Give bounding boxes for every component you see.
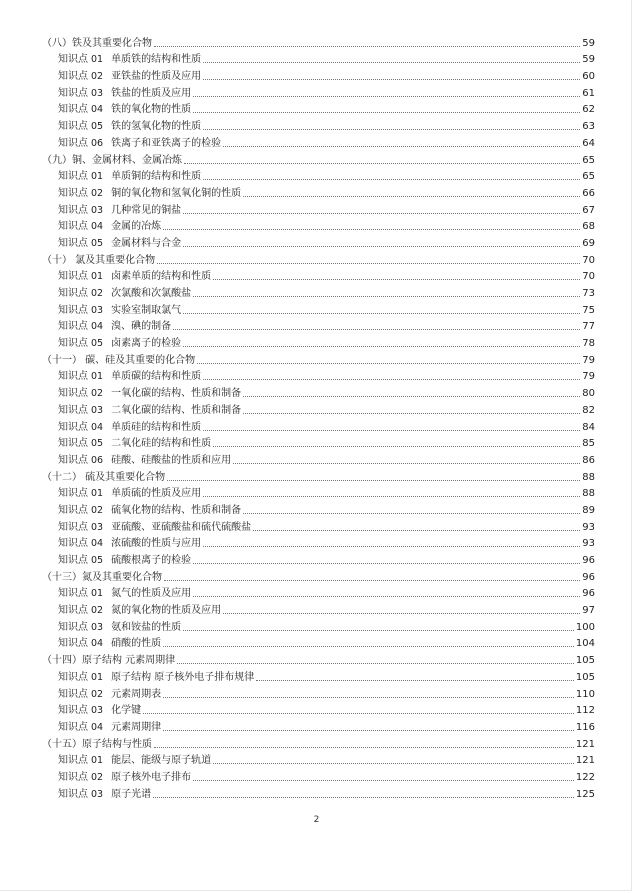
toc-prefix: 知识点 [58, 755, 88, 767]
toc-page-number: 64 [582, 137, 595, 149]
toc-prefix: 知识点 [58, 237, 88, 249]
toc-prefix: 知识点 [58, 171, 88, 183]
toc-subentry[interactable] [42, 217, 595, 234]
toc-prefix: 知识点 [58, 87, 88, 99]
toc-prefix: 知识点 [58, 705, 88, 717]
toc-title: 次氯酸和次氯酸盐 [111, 288, 192, 299]
toc-prefix: 知识点 [58, 454, 88, 466]
toc-subentry[interactable] [42, 434, 595, 451]
toc-page-number: 97 [582, 605, 595, 617]
toc-title: 硫酸根离子的检验 [111, 555, 192, 566]
toc-subentry[interactable] [42, 617, 595, 634]
toc-page-number: 125 [575, 788, 595, 800]
toc-prefix: 知识点 [58, 187, 88, 199]
toc-prefix: 知识点 [58, 771, 88, 783]
toc-page-number: 80 [582, 388, 595, 400]
toc-subentry[interactable] [42, 634, 595, 651]
toc-page-number: 96 [582, 588, 595, 600]
toc-code: 03 [91, 404, 104, 416]
dot-leader [203, 496, 580, 497]
toc-page-number: 96 [582, 571, 595, 583]
toc-prefix: 知识点 [58, 137, 88, 149]
toc-subentry[interactable] [42, 784, 595, 801]
toc-section[interactable] [42, 250, 595, 267]
toc-subentry[interactable] [42, 367, 595, 384]
toc-subentry[interactable] [42, 233, 595, 250]
toc-code: 01 [91, 54, 104, 66]
toc-section[interactable] [42, 650, 595, 667]
toc-page-number: 65 [582, 154, 595, 166]
toc-prefix: 知识点 [58, 204, 88, 216]
dot-leader [203, 546, 580, 547]
toc-prefix: 知识点 [58, 404, 88, 416]
toc-code: 04 [91, 421, 104, 433]
dot-leader [173, 329, 580, 330]
toc-title: （十） 氯及其重要化合物 [42, 254, 156, 266]
toc-page-number: 96 [582, 555, 595, 566]
toc-subentry[interactable] [42, 283, 595, 300]
toc-title: 一氧化碳的结构、性质和制备 [111, 388, 242, 400]
dot-leader [243, 513, 580, 514]
dot-leader [203, 79, 580, 80]
dot-leader [157, 263, 580, 264]
page-number: 2 [313, 815, 320, 825]
dot-leader [223, 146, 580, 147]
toc-title: 硝酸的性质 [111, 638, 162, 650]
toc-title: 铁的氧化物的性质 [111, 104, 192, 116]
dot-leader [203, 129, 580, 130]
toc-code: 04 [91, 321, 104, 333]
toc-code: 01 [91, 171, 104, 183]
dot-leader [253, 530, 580, 531]
toc-title: 单质铁的结构和性质 [111, 54, 202, 66]
toc-code: 02 [91, 71, 104, 83]
toc-page-number: 100 [575, 621, 595, 633]
toc-subentry[interactable] [42, 100, 595, 117]
toc-prefix: 知识点 [58, 538, 88, 550]
toc-page-number: 79 [582, 354, 595, 366]
toc-code: 06 [91, 454, 104, 466]
toc-prefix: 知识点 [58, 588, 88, 600]
toc-title: 硫氧化物的结构、性质和制备 [111, 504, 242, 516]
dot-leader [213, 279, 580, 280]
toc-subentry[interactable] [42, 383, 595, 400]
toc-prefix: 知识点 [58, 304, 88, 316]
toc-title: 金属材料与合金 [111, 237, 182, 249]
toc-page-number: 77 [582, 321, 595, 333]
toc-subentry[interactable] [42, 717, 595, 734]
toc-section[interactable] [42, 150, 595, 167]
toc-page-number: 66 [582, 187, 595, 199]
dot-leader [177, 663, 574, 664]
toc-subentry[interactable] [42, 116, 595, 133]
dot-leader [163, 697, 574, 698]
toc-section[interactable] [42, 467, 595, 484]
dot-leader [203, 430, 580, 431]
toc-title: 二氧化碳的结构、性质和制备 [111, 404, 242, 416]
toc-page-number: 122 [575, 771, 595, 783]
toc-title: 元素周期表 [111, 688, 162, 700]
dot-leader [193, 563, 580, 564]
toc-code: 05 [91, 555, 104, 566]
toc-title: 卤素离子的检验 [111, 338, 182, 350]
toc-title: 亚铁盐的性质及应用 [111, 71, 202, 83]
toc-code: 03 [91, 788, 104, 800]
toc-subentry[interactable] [42, 417, 595, 434]
toc-prefix: 知识点 [58, 104, 88, 116]
toc-subentry[interactable] [42, 684, 595, 701]
dot-leader [243, 196, 580, 197]
toc-subentry[interactable] [42, 183, 595, 200]
toc-prefix: 知识点 [58, 788, 88, 800]
toc-prefix: 知识点 [58, 221, 88, 233]
toc-code: 03 [91, 621, 104, 633]
dot-leader [203, 179, 580, 180]
toc-prefix: 知识点 [58, 271, 88, 283]
dot-leader [256, 680, 574, 681]
toc-subentry[interactable] [42, 317, 595, 334]
toc-prefix: 知识点 [58, 721, 88, 733]
toc-code: 04 [91, 721, 104, 733]
toc-code: 01 [91, 488, 104, 500]
toc-subentry[interactable] [42, 550, 595, 567]
toc-code: 02 [91, 288, 104, 299]
toc-code: 02 [91, 605, 104, 617]
dot-leader [183, 313, 580, 314]
toc-title: （十一） 碳、硅及其重要的化合物 [42, 354, 196, 366]
toc-prefix: 知识点 [58, 371, 88, 383]
toc-code: 02 [91, 388, 104, 400]
toc-code: 05 [91, 121, 104, 133]
toc-page-number: 121 [575, 755, 595, 767]
table-of-contents [42, 33, 595, 801]
toc-title: 铜的氧化物和氢氧化铜的性质 [111, 187, 242, 199]
dot-leader [153, 797, 574, 798]
dot-leader [193, 112, 580, 113]
toc-page-number: 121 [575, 738, 595, 750]
toc-page-number: 68 [582, 221, 595, 233]
toc-page-number: 88 [582, 488, 595, 500]
toc-title: 铁的氢氧化物的性质 [111, 121, 202, 133]
toc-subentry[interactable] [42, 66, 595, 83]
toc-code: 04 [91, 104, 104, 116]
toc-code: 03 [91, 204, 104, 216]
toc-subentry[interactable] [42, 500, 595, 517]
toc-prefix: 知识点 [58, 438, 88, 450]
toc-code: 02 [91, 504, 104, 516]
toc-page-number: 78 [582, 338, 595, 350]
toc-code: 05 [91, 237, 104, 249]
toc-subentry[interactable] [42, 534, 595, 551]
toc-page-number: 85 [582, 438, 595, 450]
toc-title: 实验室制取氯气 [111, 304, 182, 316]
dot-leader [167, 480, 580, 481]
toc-prefix: 知识点 [58, 488, 88, 500]
toc-code: 02 [91, 688, 104, 700]
dot-leader [203, 379, 580, 380]
toc-title: 原子结构 原子核外电子排布规律 [111, 671, 255, 683]
toc-title: （十二） 硫及其重要化合物 [42, 471, 166, 483]
dot-leader [154, 747, 574, 748]
dot-leader [184, 163, 580, 164]
dot-leader [154, 46, 580, 47]
toc-subentry[interactable] [42, 400, 595, 417]
toc-prefix: 知识点 [58, 688, 88, 700]
toc-page-number: 93 [582, 521, 595, 533]
toc-prefix: 知识点 [58, 504, 88, 516]
toc-subentry[interactable] [42, 600, 595, 617]
toc-page-number: 88 [582, 471, 595, 483]
toc-code: 01 [91, 371, 104, 383]
dot-leader [193, 296, 580, 297]
toc-section[interactable] [42, 734, 595, 751]
toc-title: 原子光谱 [111, 788, 152, 800]
toc-prefix: 知识点 [58, 338, 88, 350]
toc-title: 卤素单质的结构和性质 [111, 271, 212, 283]
dot-leader [193, 780, 574, 781]
toc-prefix: 知识点 [58, 421, 88, 433]
toc-prefix: 知识点 [58, 71, 88, 83]
dot-leader [193, 596, 580, 597]
toc-title: 铁离子和亚铁离子的检验 [111, 137, 222, 149]
toc-page-number: 62 [582, 104, 595, 116]
toc-page-number: 93 [582, 538, 595, 550]
toc-page-number: 105 [575, 671, 595, 683]
toc-code: 02 [91, 771, 104, 783]
toc-code: 01 [91, 588, 104, 600]
toc-title: 氮的氧化物的性质及应用 [111, 605, 222, 617]
toc-page-number: 110 [575, 688, 595, 700]
toc-page-number: 104 [575, 638, 595, 650]
dot-leader [243, 413, 580, 414]
toc-prefix: 知识点 [58, 321, 88, 333]
toc-page-number: 59 [582, 37, 595, 49]
toc-code: 01 [91, 671, 104, 683]
toc-title: 氨和铵盐的性质 [111, 621, 182, 633]
toc-subentry[interactable] [42, 167, 595, 184]
toc-title: 原子核外电子排布 [111, 771, 192, 783]
toc-page-number: 69 [582, 237, 595, 249]
toc-subentry[interactable] [42, 267, 595, 284]
dot-leader [243, 396, 580, 397]
toc-code: 06 [91, 137, 104, 149]
toc-page-number: 70 [582, 271, 595, 283]
dot-leader [197, 363, 580, 364]
toc-title: 铁盐的性质及应用 [111, 87, 192, 99]
toc-subentry[interactable] [42, 751, 595, 768]
toc-title: 元素周期律 [111, 721, 162, 733]
toc-title: 二氧化硅的结构和性质 [111, 438, 212, 450]
toc-code: 04 [91, 638, 104, 650]
dot-leader [164, 580, 580, 581]
toc-prefix: 知识点 [58, 671, 88, 683]
toc-code: 01 [91, 755, 104, 767]
dot-leader [203, 62, 580, 63]
toc-title: 单质铜的结构和性质 [111, 171, 202, 183]
toc-subentry[interactable] [42, 484, 595, 501]
toc-prefix: 知识点 [58, 288, 88, 299]
toc-code: 04 [91, 538, 104, 550]
toc-code: 05 [91, 438, 104, 450]
toc-subentry[interactable] [42, 450, 595, 467]
toc-page-number: 84 [582, 421, 595, 433]
dot-leader [183, 213, 580, 214]
toc-page-number: 59 [582, 54, 595, 66]
toc-page-number: 73 [582, 288, 595, 299]
toc-title: （十五）原子结构与性质 [42, 738, 152, 750]
toc-prefix: 知识点 [58, 521, 88, 533]
dot-leader [143, 713, 574, 714]
toc-code: 05 [91, 338, 104, 350]
dot-leader [163, 646, 574, 647]
toc-page-number: 65 [582, 171, 595, 183]
toc-title: （九）铜、金属材料、金属冶炼 [42, 154, 182, 166]
dot-leader [233, 463, 580, 464]
dot-leader [163, 730, 574, 731]
toc-subentry[interactable] [42, 517, 595, 534]
toc-title: 能层、能级与原子轨道 [111, 755, 212, 767]
toc-subentry[interactable] [42, 200, 595, 217]
toc-title: 几种常见的铜盐 [111, 204, 182, 216]
toc-page-number: 112 [575, 705, 595, 717]
toc-code: 03 [91, 521, 104, 533]
toc-title: 溴、碘的制备 [111, 321, 172, 333]
toc-section[interactable] [42, 567, 595, 584]
toc-subentry[interactable] [42, 333, 595, 350]
toc-prefix: 知识点 [58, 621, 88, 633]
toc-code: 01 [91, 271, 104, 283]
toc-subentry[interactable] [42, 50, 595, 67]
toc-title: 单质碳的结构和性质 [111, 371, 202, 383]
toc-prefix: 知识点 [58, 555, 88, 566]
toc-page-number: 79 [582, 371, 595, 383]
toc-title: 亚硫酸、亚硫酸盐和硫代硫酸盐 [111, 521, 252, 533]
dot-leader [223, 613, 580, 614]
dot-leader [183, 246, 580, 247]
toc-title: （十四）原子结构 元素周期律 [42, 655, 176, 667]
toc-prefix: 知识点 [58, 388, 88, 400]
toc-subentry[interactable] [42, 300, 595, 317]
toc-subentry[interactable] [42, 767, 595, 784]
toc-subentry[interactable] [42, 701, 595, 718]
toc-title: 单质硅的结构和性质 [111, 421, 202, 433]
toc-section[interactable] [42, 350, 595, 367]
dot-leader [183, 346, 580, 347]
toc-code: 04 [91, 221, 104, 233]
dot-leader [193, 96, 580, 97]
toc-subentry[interactable] [42, 133, 595, 150]
toc-title: 金属的冶炼 [111, 221, 162, 233]
toc-prefix: 知识点 [58, 54, 88, 66]
dot-leader [183, 630, 574, 631]
toc-page-number: 86 [582, 454, 595, 466]
toc-title: （十三）氮及其重要化合物 [42, 571, 162, 583]
toc-page-number: 89 [582, 504, 595, 516]
toc-page-number: 63 [582, 121, 595, 133]
toc-title: （八）铁及其重要化合物 [42, 37, 152, 49]
toc-title: 浓硫酸的性质与应用 [111, 538, 202, 550]
toc-title: 化学键 [111, 705, 142, 717]
toc-subentry[interactable] [42, 584, 595, 601]
toc-title: 硅酸、硅酸盐的性质和应用 [111, 454, 232, 466]
toc-section[interactable] [42, 33, 595, 50]
toc-title: 氮气的性质及应用 [111, 588, 192, 600]
toc-code: 03 [91, 87, 104, 99]
toc-code: 03 [91, 705, 104, 717]
dot-leader [213, 446, 580, 447]
toc-subentry[interactable] [42, 83, 595, 100]
dot-leader [213, 763, 574, 764]
toc-subentry[interactable] [42, 667, 595, 684]
toc-page-number: 60 [582, 71, 595, 83]
toc-page-number: 75 [582, 304, 595, 316]
toc-prefix: 知识点 [58, 121, 88, 133]
toc-prefix: 知识点 [58, 605, 88, 617]
toc-page-number: 105 [575, 655, 595, 667]
toc-page-number: 61 [582, 87, 595, 99]
toc-code: 03 [91, 304, 104, 316]
toc-page-number: 70 [582, 254, 595, 266]
toc-page-number: 82 [582, 404, 595, 416]
toc-page-number: 116 [575, 721, 595, 733]
toc-title: 单质硫的性质及应用 [111, 488, 202, 500]
dot-leader [163, 229, 580, 230]
toc-prefix: 知识点 [58, 638, 88, 650]
toc-page-number: 67 [582, 204, 595, 216]
toc-code: 02 [91, 187, 104, 199]
